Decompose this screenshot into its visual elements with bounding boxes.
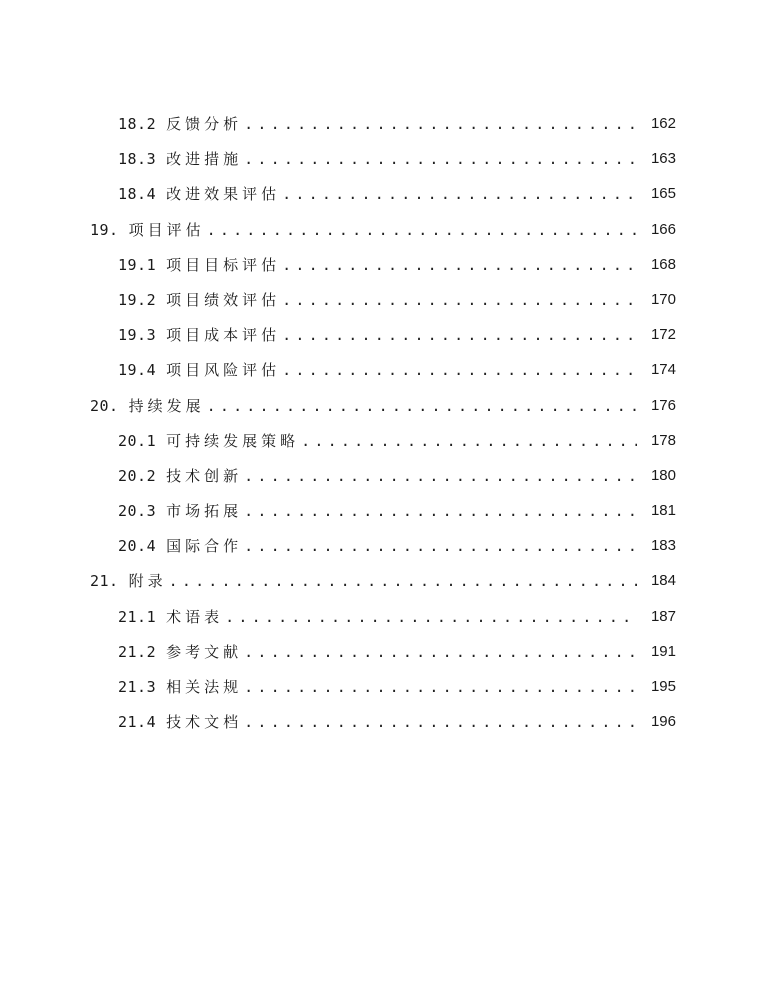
toc-entry-page: 196 <box>650 713 676 731</box>
toc-entry-page: 162 <box>650 115 676 132</box>
toc-entry-page: 181 <box>650 502 676 520</box>
toc-entry-page: 165 <box>650 185 676 203</box>
toc-entry[interactable] <box>0 212 765 247</box>
dot-leader <box>169 571 637 591</box>
toc-entry[interactable] <box>0 423 765 458</box>
toc-entry-number: 20.4 <box>118 537 157 556</box>
toc-entry-title: 反馈分析 <box>166 115 243 133</box>
dot-leader <box>244 642 637 662</box>
toc-entry-number: 21.1 <box>118 607 157 626</box>
toc-entry-page: 166 <box>650 220 676 238</box>
toc-entry[interactable] <box>0 493 765 528</box>
toc-entry-page: 176 <box>650 396 676 414</box>
toc-entry-title: 项目绩效评估 <box>166 290 281 309</box>
toc-entry[interactable] <box>0 176 765 211</box>
toc-entry-number: 19.1 <box>118 255 157 274</box>
toc-entry-number: 20.1 <box>118 431 157 450</box>
toc-entry-page: 178 <box>650 431 676 449</box>
dot-leader <box>244 501 637 521</box>
toc-entry-page: 163 <box>650 150 676 168</box>
toc-entry-page: 183 <box>650 537 676 555</box>
dot-leader <box>244 149 637 169</box>
toc-entry-title: 改进效果评估 <box>166 185 281 204</box>
dot-leader <box>225 607 637 627</box>
dot-leader <box>282 360 637 380</box>
toc-entry[interactable] <box>0 563 765 598</box>
toc-entry-number: 21.3 <box>118 678 157 696</box>
toc-entry-title: 改进措施 <box>166 150 243 169</box>
toc-entry[interactable] <box>0 106 765 141</box>
toc-entry-page: 170 <box>650 290 676 308</box>
toc-entry-page: 174 <box>650 361 676 379</box>
dot-leader <box>301 431 637 451</box>
toc-entry-number: 20.2 <box>118 466 157 485</box>
toc-entry-title: 项目目标评估 <box>166 255 281 274</box>
toc-entry-title: 可持续发展策略 <box>166 431 300 450</box>
toc-entry-number: 19.3 <box>118 326 157 345</box>
toc-entry[interactable] <box>0 528 765 563</box>
toc-entry-number: 21.4 <box>118 713 157 732</box>
toc-entry-title: 持续发展 <box>128 396 205 415</box>
toc-entry-number: 20.3 <box>118 502 157 521</box>
toc-entry-number: 18.3 <box>118 150 157 169</box>
dot-leader <box>207 396 637 416</box>
dot-leader <box>244 114 637 134</box>
dot-leader <box>244 466 637 486</box>
toc-entry-number: 18.4 <box>118 185 157 204</box>
dot-leader <box>282 184 637 204</box>
toc-entry[interactable] <box>0 141 765 176</box>
toc-entry-page: 195 <box>650 678 676 695</box>
toc-entry[interactable] <box>0 282 765 317</box>
toc-entry-title: 项目成本评估 <box>166 326 281 345</box>
dot-leader <box>282 290 637 310</box>
toc-entry-number: 20. <box>90 396 119 415</box>
dot-leader <box>244 712 637 732</box>
toc-entry-title: 项目评估 <box>128 220 205 239</box>
dot-leader <box>244 536 637 556</box>
toc-entry-title: 项目风险评估 <box>166 361 281 380</box>
toc-entry[interactable] <box>0 317 765 352</box>
toc-entry-page: 172 <box>650 326 676 344</box>
toc-entry-number: 19.2 <box>118 290 157 309</box>
toc-entry-title: 市场拓展 <box>166 502 243 521</box>
toc-entry[interactable] <box>0 669 765 704</box>
toc-entry[interactable] <box>0 458 765 493</box>
toc-entry-title: 技术文档 <box>166 713 243 732</box>
toc-entry-number: 18.2 <box>118 115 157 133</box>
dot-leader <box>207 220 637 240</box>
toc-entry[interactable] <box>0 247 765 282</box>
toc-entry-title: 术语表 <box>166 607 224 626</box>
toc-entry[interactable] <box>0 352 765 387</box>
toc-entry-number: 19. <box>90 220 119 239</box>
toc-entry-title: 技术创新 <box>166 466 243 485</box>
toc-entry-page: 191 <box>650 642 676 660</box>
toc-entry[interactable] <box>0 388 765 423</box>
toc-entry-page: 184 <box>650 572 676 590</box>
toc-entry-number: 19.4 <box>118 361 157 380</box>
toc-entry-page: 180 <box>650 466 676 484</box>
toc-entry[interactable] <box>0 599 765 634</box>
toc-entry-number: 21.2 <box>118 642 157 661</box>
dot-leader <box>282 255 637 275</box>
toc-entry-title: 参考文献 <box>166 642 243 661</box>
toc-entry-title: 附录 <box>128 572 167 591</box>
toc-entry[interactable] <box>0 634 765 669</box>
toc-entry-number: 21. <box>90 572 119 591</box>
table-of-contents <box>0 106 765 739</box>
toc-entry-page: 168 <box>650 255 676 273</box>
toc-entry[interactable] <box>0 704 765 739</box>
toc-entry-title: 相关法规 <box>166 678 243 696</box>
toc-entry-page: 187 <box>650 607 676 625</box>
dot-leader <box>282 325 637 345</box>
toc-entry-title: 国际合作 <box>166 537 243 556</box>
dot-leader <box>244 677 637 697</box>
